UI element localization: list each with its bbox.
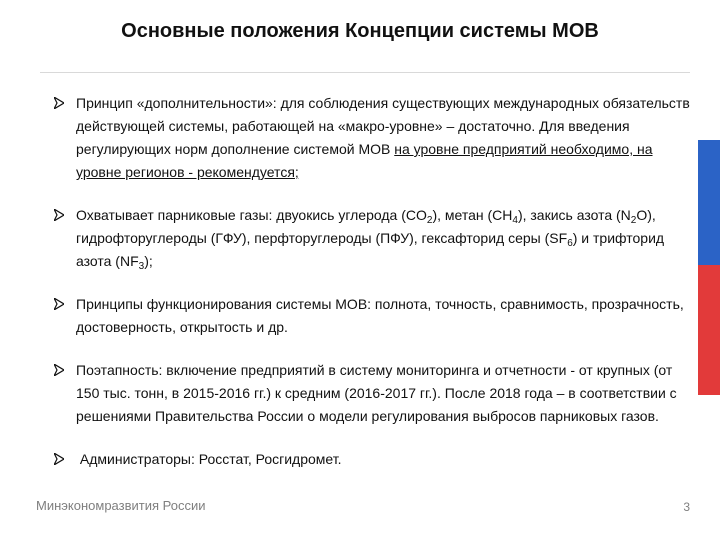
page-number: 3 <box>683 500 690 514</box>
bullet-item-additionality <box>54 92 694 184</box>
arrow-bullet-icon <box>54 453 64 465</box>
bullet-item-principles <box>54 293 694 339</box>
title-divider <box>40 72 690 73</box>
bullet-list <box>54 92 694 471</box>
bullet-text: ); <box>144 253 153 269</box>
bullet-text: ), метан (CH <box>432 207 513 223</box>
bullet-text: ) и трифторид азота (NF <box>76 230 665 269</box>
arrow-bullet-icon <box>54 97 64 109</box>
bullet-item-administrators <box>54 448 694 471</box>
arrow-bullet-icon <box>54 209 64 221</box>
flag-stripe-blue <box>698 140 720 265</box>
subscript: 2 <box>630 215 637 226</box>
bullet-text-underlined: на уровне предприятий необходимо, на уровне регионов - рекомендуется; <box>76 141 653 180</box>
bullet-text: Охватывает парниковые газы: двуокись углерода (CO <box>76 207 427 223</box>
subscript: 2 <box>426 215 433 226</box>
subscript: 6 <box>567 238 573 249</box>
bullet-text: Принцип «дополнительности»: для соблюдения существующих международных обязательств действующей системы, работающей на «макро-уровне» – достаточно. Для введения регулирующих норм дополнение системой МОВ <box>76 95 690 157</box>
subscript: 3 <box>138 261 145 272</box>
bullet-text: Поэтапность: включение предприятий в систему мониторинга и отчетности - от крупных (от 150 тыс. тонн, в 2015-2016 гг.) к средним (2016-2017 гг.). После 2018 года – в соответствии с решениями Правительства России о модели регулирования выбросов парниковых газов. <box>76 362 677 424</box>
bullet-text: O), гидрофторуглероды (ГФУ), перфторуглероды (ПФУ), гексафторид серы (SF <box>76 207 656 246</box>
subscript: 4 <box>512 215 518 226</box>
bullet-text: Принципы функционирования системы МОВ: полнота, точность, сравнимость, прозрачность, достоверность, открытость и др. <box>76 296 684 335</box>
arrow-bullet-icon <box>54 298 64 310</box>
bullet-text: Администраторы: Росстат, Росгидромет. <box>76 451 342 467</box>
arrow-bullet-icon <box>54 364 64 376</box>
slide-title: Основные положения Концепции системы МОВ <box>121 20 599 42</box>
flag-stripe-red <box>698 265 720 395</box>
bullet-item-gases <box>54 204 694 273</box>
bullet-text: ), закись азота (N <box>517 207 631 223</box>
footer-ministry-name: Минэкономразвития России <box>36 498 206 513</box>
bullet-item-phasing <box>54 359 694 428</box>
